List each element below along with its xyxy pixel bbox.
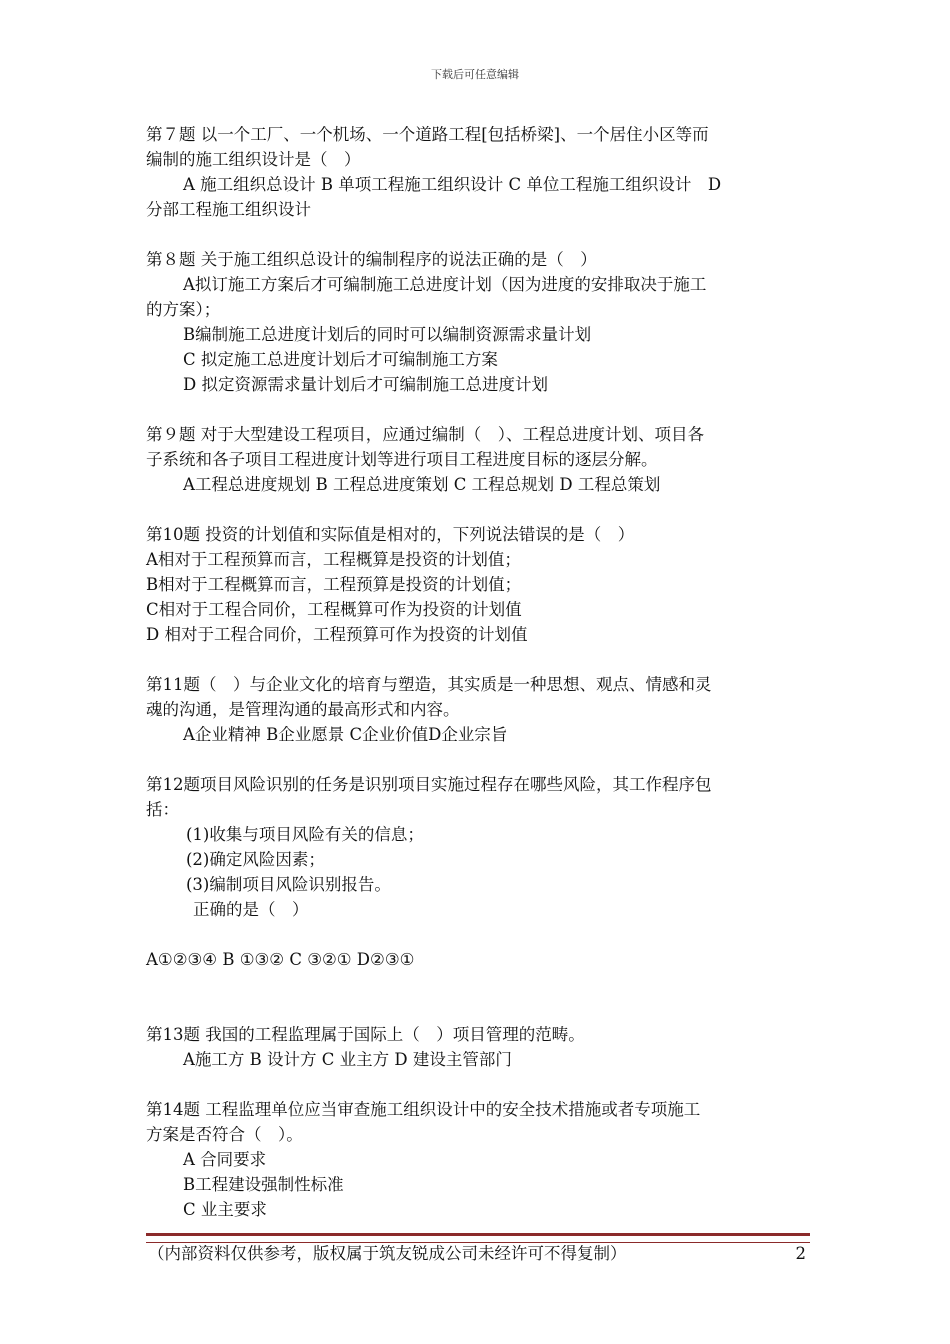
question-14 xyxy=(146,1097,810,1222)
page-number: 2 xyxy=(795,1244,806,1263)
question-12-step-2: (2)确定风险因素； xyxy=(186,850,325,869)
question-14-stem: 第14题 工程监理单位应当审查施工组织设计中的安全技术措施或者专项施工 xyxy=(146,1100,701,1119)
question-11-options: A企业精神 B企业愿景 C企业价值D企业宗旨 xyxy=(183,725,508,744)
question-9-options: A工程总进度规划 B 工程总进度策划 C 工程总规划 D 工程总策划 xyxy=(183,475,661,494)
question-14-stem-cont: 方案是否符合（ ）。 xyxy=(146,1125,303,1144)
question-8-stem: 第８题 关于施工组织总设计的编制程序的说法正确的是（ ） xyxy=(146,250,597,269)
question-8 xyxy=(146,247,810,397)
question-10-option-c: C相对于工程合同价，工程概算可作为投资的计划值 xyxy=(146,600,522,619)
question-11-stem-cont: 魂的沟通，是管理沟通的最高形式和内容。 xyxy=(146,700,460,719)
question-9-stem: 第９题 对于大型建设工程项目，应通过编制（ ）、工程总进度计划、项目各 xyxy=(146,425,704,444)
question-9-stem-cont: 子系统和各子项目工程进度计划等进行项目工程进度目标的逐层分解。 xyxy=(146,450,658,469)
question-13-stem: 第13题 我国的工程监理属于国际上（ ）项目管理的范畴。 xyxy=(146,1025,585,1044)
question-7-options-cont: 分部工程施工组织设计 xyxy=(146,200,311,219)
question-13-options: A施工方 B 设计方 C 业主方 D 建设主管部门 xyxy=(183,1050,512,1069)
page-header: 下载后可任意编辑 xyxy=(431,68,519,81)
page-footer xyxy=(146,1242,810,1266)
question-8-option-a-cont: 的方案）； xyxy=(146,300,221,319)
question-11-stem: 第11题（ ）与企业文化的培育与塑造，其实质是一种思想、观点、情感和灵 xyxy=(146,675,712,694)
question-14-option-c: C 业主要求 xyxy=(183,1200,267,1219)
question-11 xyxy=(146,672,810,747)
question-10-option-b: B相对于工程概算而言，工程预算是投资的计划值； xyxy=(146,575,522,594)
question-8-option-b: B编制施工总进度计划后的同时可以编制资源需求量计划 xyxy=(183,325,592,344)
question-10-option-d: D 相对于工程合同价，工程预算可作为投资的计划值 xyxy=(146,625,528,644)
question-12-stem: 第12题项目风险识别的任务是识别项目实施过程存在哪些风险，其工作程序包 xyxy=(146,775,712,794)
question-9 xyxy=(146,422,810,497)
question-12-step-3: (3)编制项目风险识别报告。 xyxy=(186,875,391,894)
question-12-stem-cont: 括： xyxy=(146,800,179,819)
question-12-step-1: (1)收集与项目风险有关的信息； xyxy=(186,825,424,844)
question-8-option-d: D 拟定资源需求量计划后才可编制施工总进度计划 xyxy=(183,375,548,394)
question-12-options: A①②③④ B ①③② C ③②① D②③① xyxy=(146,950,415,969)
question-14-option-a: A 合同要求 xyxy=(183,1150,267,1169)
question-8-option-c: C 拟定施工总进度计划后才可编制施工方案 xyxy=(183,350,498,369)
question-7 xyxy=(146,122,810,222)
question-12 xyxy=(146,772,810,972)
question-10 xyxy=(146,522,810,647)
footer-copyright-note: （内部资料仅供参考，版权属于筑友锐成公司未经许可不得复制） xyxy=(148,1244,627,1263)
question-14-option-b: B工程建设强制性标准 xyxy=(183,1175,344,1194)
question-7-stem: 第７题 以一个工厂、一个机场、一个道路工程[包括桥梁]、一个居住小区等而 xyxy=(146,125,709,144)
document-body xyxy=(146,122,810,1247)
question-13 xyxy=(146,1022,810,1072)
question-7-options: A 施工组织总设计 B 单项工程施工组织设计 C 单位工程施工组织设计 D xyxy=(183,175,722,194)
question-7-stem-cont: 编制的施工组织设计是（ ） xyxy=(146,150,361,169)
question-10-option-a: A相对于工程预算而言，工程概算是投资的计划值； xyxy=(146,550,521,569)
question-8-option-a: A拟订施工方案后才可编制施工总进度计划（因为进度的安排取决于施工 xyxy=(183,275,707,294)
question-10-stem: 第10题 投资的计划值和实际值是相对的，下列说法错误的是（ ） xyxy=(146,525,635,544)
question-12-prompt: 正确的是（ ） xyxy=(193,900,309,919)
